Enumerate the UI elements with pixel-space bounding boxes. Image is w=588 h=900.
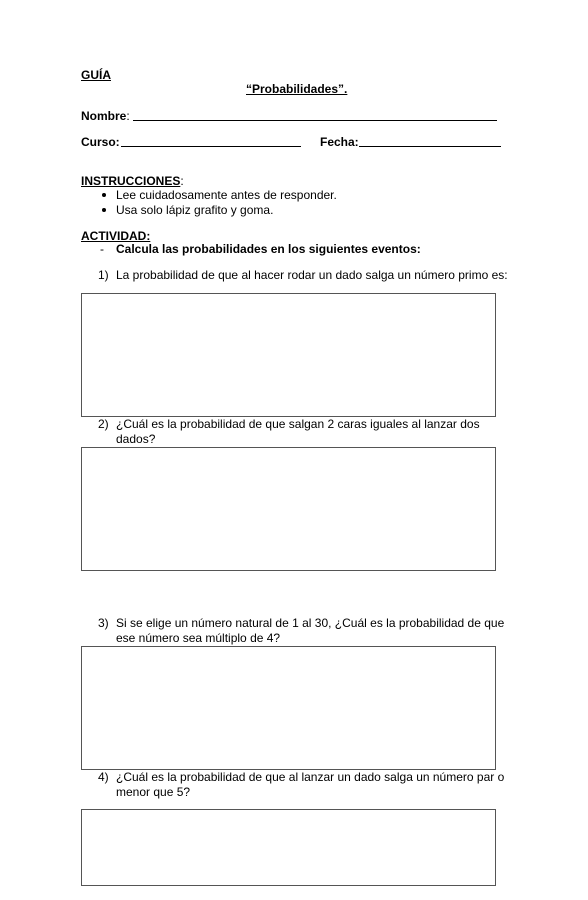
activity-subtitle: Calcula las probabilidades en los siguientes eventos: xyxy=(116,242,421,256)
dash-marker: - xyxy=(100,242,104,256)
instructions-heading-colon: : xyxy=(180,174,184,188)
nombre-field xyxy=(81,109,130,124)
question-text: menor que 5? xyxy=(116,785,191,799)
question-text: Si se elige un número natural de 1 al 30, ¿Cuál es la probabilidad de que xyxy=(116,616,505,630)
fecha-answer-line[interactable] xyxy=(359,146,501,147)
fecha-label: Fecha: xyxy=(320,135,359,149)
bullet-icon xyxy=(102,208,106,212)
instruction-item: Lee cuidadosamente antes de responder. xyxy=(116,188,337,202)
instructions-heading-text: INSTRUCCIONES xyxy=(81,174,181,188)
answer-box-1[interactable] xyxy=(81,293,496,417)
document-title: “Probabilidades”. xyxy=(246,82,348,96)
answer-box-3[interactable] xyxy=(81,646,496,770)
answer-box-2[interactable] xyxy=(81,447,496,571)
question-text: ¿Cuál es la probabilidad de que al lanzar un dado salga un número par o xyxy=(116,770,505,784)
question-text: La probabilidad de que al hacer rodar un dado salga un número primo es: xyxy=(116,268,508,282)
nombre-colon: : xyxy=(126,109,130,123)
instruction-item: Usa solo lápiz grafito y goma. xyxy=(116,203,274,217)
activity-heading: ACTIVIDAD: xyxy=(81,229,151,243)
question-number: 4) xyxy=(98,770,109,784)
bullet-icon xyxy=(102,193,106,197)
question-text: ese número sea múltiplo de 4? xyxy=(116,631,281,645)
curso-answer-line[interactable] xyxy=(121,146,301,147)
question-number: 1) xyxy=(98,268,109,282)
nombre-answer-line[interactable] xyxy=(133,120,497,121)
question-text: dados? xyxy=(116,432,156,446)
nombre-label: Nombre xyxy=(81,109,127,123)
answer-box-4[interactable] xyxy=(81,809,496,886)
instructions-heading xyxy=(81,174,184,189)
curso-label: Curso: xyxy=(81,135,120,149)
question-number: 3) xyxy=(98,616,109,630)
question-text: ¿Cuál es la probabilidad de que salgan 2 caras iguales al lanzar dos xyxy=(116,417,480,431)
guia-label: GUÍA xyxy=(81,68,111,82)
question-number: 2) xyxy=(98,417,109,431)
